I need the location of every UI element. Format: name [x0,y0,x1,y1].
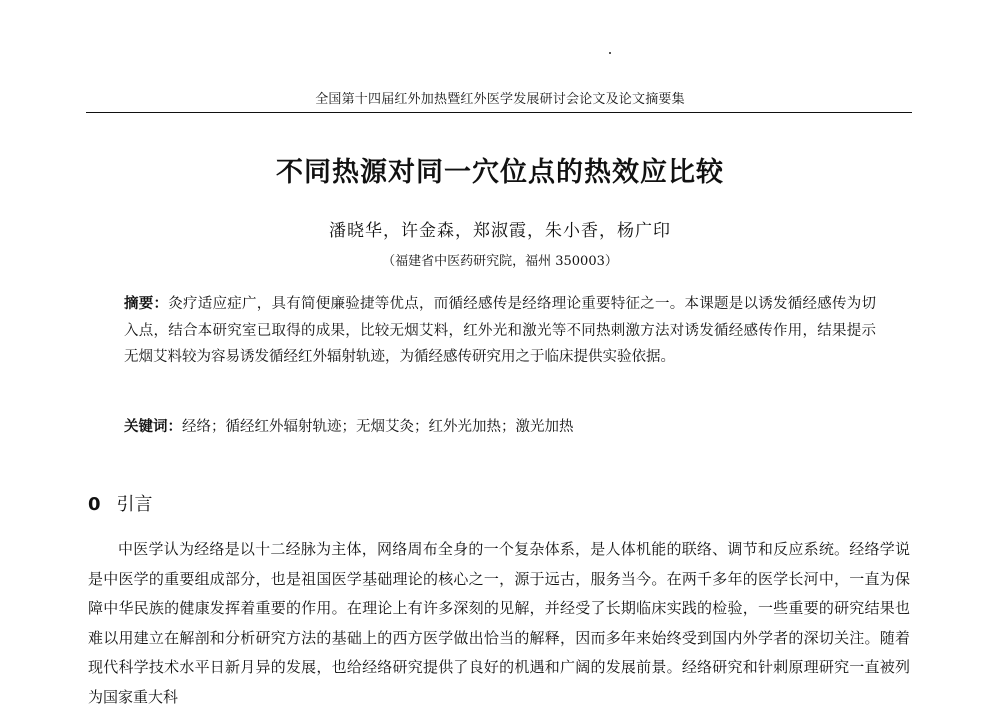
paper-title: 不同热源对同一穴位点的热效应比较 [276,157,724,188]
section-heading [88,490,153,516]
affiliation: （福建省中医药研究院，福州 350003） [382,254,618,269]
header-rule [86,112,912,113]
running-header: 全国第十四届红外加热暨红外医学发展研讨会论文及论文摘要集 [315,92,685,107]
keywords [124,415,876,436]
section-number: 0 [88,494,101,515]
author-list: 潘晓华，许金森，郑淑霞，朱小香，杨广印 [329,221,671,241]
keywords-label: 关键词： [124,419,182,435]
section-title: 引言 [116,494,153,515]
body-paragraph: 中医学认为经络是以十二经脉为主体，网络周布全身的一个复杂体系，是人体机能的联络、调节和反应系统。经络学说是中医学的重要组成部分，也是祖国医学基础理论的核心之一，源于远古，服务当今。在两千多年的医学长河中，一直为保障中华民族的健康发挥着重要的作用。在理论上有许多深刻的见解，并经受了长期临床实践的检验，一些重要的研究结果也难以用建立在解剖和分析研究方法的基础上的西方医学做出恰当的解释，因而多年来始终受到国内外学者的深切关注。随着现代科学技术水平日新月异的发展，也给经络研究提供了良好的机遇和广阔的发展前景。经络研究和针刺原理研究一直被列为国家重大科 [88,540,910,706]
abstract [124,291,876,371]
scan-speck [609,52,611,54]
keywords-text: 经络；循经红外辐射轨迹；无烟艾灸；红外光加热；激光加热 [182,419,574,435]
abstract-text: 灸疗适应症广，具有简便廉验捷等优点，而循经感传是经络理论重要特征之一。本课题是以诱发循经感传为切入点，结合本研究室已取得的成果，比较无烟艾料，红外光和激光等不同热刺激方法对诱发循经感传作用，结果提示无烟艾料较为容易诱发循经红外辐射轨迹，为循经感传研究用之于临床提供实验依据。 [124,296,876,365]
abstract-label: 摘要： [124,296,169,312]
